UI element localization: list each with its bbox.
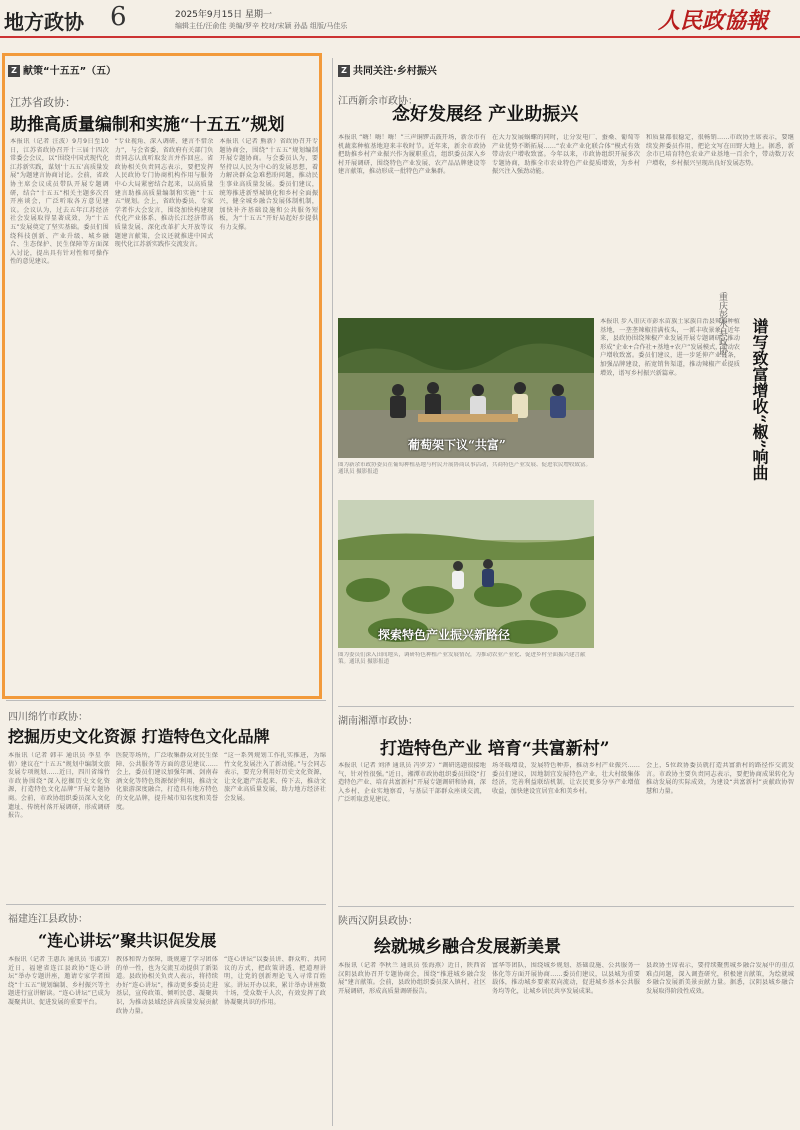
headline-liancheng: “连心讲坛”聚共识促发展: [38, 931, 217, 950]
article-divider: [338, 906, 794, 907]
section-label-text: 献策“十五五”（五）: [23, 66, 117, 77]
article-xinyu-body: [338, 134, 794, 312]
headline-xiangtan: 打造特色产业 培育“共富新村”: [380, 739, 610, 759]
staff-credits: 编辑主任/汪俞佳 美编/罗辛 校对/宋颖 孙晶 组版/马佳乐: [175, 22, 348, 30]
section-title: 地方政协: [4, 10, 84, 34]
article-column: 教体和智力保障，既规避了学习团体的单一性，也为交流互动提供了新渠道。县政协相关负责人表示，将持续办好“连心讲坛”，推动更多委员走进基层，宣传政策、倾听民意、凝聚共识，为推动县域经济高质量发展贡献政协力量。: [116, 956, 218, 1015]
article-column: “专业视角、深入调研、建言不惜余力”，与会省委、省政府有关部门负责同志认真听取发言并作回应。省政协相关负责同志表示，要把发挥人民政协专门协商机构作用与服务中心大局紧密结合起来，以高质量建言助推高质量编制和实施“十五五”规划。会上，省政协委员、专家学者作大会发言，围绕加快构建现代化产业体系、推动长江经济带高质量发展、深化改革扩大开放等议题建言献策，会议还就推进中国式现代化江苏新实践作交流发言。: [114, 138, 214, 249]
masthead: [0, 0, 800, 40]
highlight-frame: [2, 53, 322, 699]
article-divider: [6, 700, 326, 701]
kicker-hanyin: 陕西汉阴县政协：: [338, 916, 418, 927]
kicker-xinyu: 江西新余市政协：: [338, 96, 418, 107]
section-badge: Z: [338, 65, 350, 77]
article-column: 本报讯（记者 韩丰 通讯员 李星 李倩）建议在“十五五”规划中编制文旅发展专项规划……近日，四川省绵竹市政协围绕“深入挖掘历史文化资源，打造特色文化品牌”开展专题协商。会前，市政协组织委员深入文化遗址、传统村落开展调研，形成调研报告。: [8, 752, 110, 820]
article-xiangtan-body: [338, 762, 794, 900]
article-pengshui-body: 本报讯 步入重庆市彭水苗族土家族自治县辣椒种植基地，一垄垄辣椒挂满枝头，一派丰收景象。近年来，县政协围绕辣椒产业发展开展专题调研，推动形成“企业+合作社+基地+农户”发展模式，带动农户增收致富。委员们建议，进一步延伸产业链条，加强品牌建设，拓宽销售渠道，推动辣椒产业提质增效，谱写乡村振兴新篇章。: [600, 318, 740, 377]
kicker-pengshui: 重庆彭水县政协：: [717, 292, 727, 364]
section-label-right: [338, 62, 437, 76]
photo-title: 葡萄架下议“共富”: [408, 438, 506, 452]
photo-title: 探索特色产业振兴新路径: [378, 628, 511, 642]
kicker-xiangtan: 湖南湘潭市政协：: [338, 716, 418, 727]
section-badge: Z: [8, 65, 20, 77]
article-column: 本报讯（记者 王惠兵 通讯员 韦淑芳）近日，福建省连江县政协“连心讲坛”举办专题讲座，邀请专家学者围绕“十五五”规划编制、乡村振兴等主题进行宣讲解读。“连心讲坛”已成为凝聚共识、促进发展的重要平台。: [8, 956, 110, 1006]
article-column: 本报讯 “嗨！嗨！嗨！”三声铜锣击鼓开场，新余市有机蔬菜种植基地迎来丰收时节。近年来，新余市政协把助推乡村产业振兴作为履职重点，组织委员深入乡村开展调研，围绕特色产业发展、农产品品牌建设等建言献策，推动形成一批特色产业集群。: [338, 134, 486, 176]
article-column: “连心讲坛”以委员讲、群众听、共同议的方式，把政策讲透、把道理讲明，让党的创新理论飞入寻常百姓家。讲坛开办以来，累计举办讲座数十场，受众数千人次，有效发挥了政协凝聚共识的作用。: [224, 956, 326, 1006]
column-divider: [332, 58, 333, 1126]
photo-caption: 图为委员们深入田间地头，调研特色种植产业发展情况，为推动农业产业化、促进乡村全面振兴建言献策。通讯员 摄影报道: [338, 652, 586, 665]
article-column: 场冬暖增设，发展特色种养，推动乡村产业振兴……委员们建议，因地制宜发展特色产业，壮大村级集体经济，完善利益联结机制，让农民更多分享产业增值收益，加快建设宜居宜业和美乡村。: [492, 762, 640, 795]
issue-date: 2025年9月15日 星期一: [175, 10, 272, 20]
headline-hanyin: 绘就城乡融合发展新美景: [374, 937, 561, 957]
article-column: 和质量都很稳定，很畅销……市政协主席表示，要继续发挥委员作用，把论文写在田野大地上。据悉，新余市已培育特色农业产业基地一百余个，带动数万农户增收，乡村振兴呈现出良好发展态势。: [646, 134, 794, 167]
headline-xinyu: 念好发展经 产业助振兴: [392, 104, 579, 125]
article-column: 本报讯（记者 李秋兰 通讯员 张海燕）近日，陕西省汉阴县政协召开专题协商会，围绕“推进城乡融合发展”建言献策。会前，县政协组织委员深入镇村、社区开展调研，形成高质量调研报告。: [338, 962, 486, 995]
headline-mianzhu: 挖掘历史文化资源 打造特色文化品牌: [8, 727, 270, 746]
article-column: 在大力发展蜗螺的同时，让分发电厂、蚕桑、葡萄等产业优势不断拓展……“农业产业化联合体”模式有效带动农户增收致富。今年以来，市政协组织开展多次专题协商，助推全市农业特色产业提质增效，为乡村振兴注入强劲动能。: [492, 134, 640, 176]
article-column: 富华等团队，围绕城乡规划、基础设施、公共服务一体化等方面开展协商……委员们建议，以县城为重要载体，推动城乡要素双向流动，促进城乡基本公共服务均等化，让城乡居民共享发展成果。: [492, 962, 640, 995]
article-column: 县政协主席表示，要持续聚焦城乡融合发展中的重点难点问题，深入调查研究，积极建言献策，为绘就城乡融合发展新美景贡献力量。据悉，汉阴县城乡融合发展取得阶段性成效。: [646, 962, 794, 995]
headline-jiangsu: 助推高质量编制和实施“十五五”规划: [10, 115, 285, 135]
newspaper-logo: 人民政協報: [658, 8, 769, 34]
article-column: 会上，5位政协委员就打造共富新村的路径作交流发言。市政协主要负责同志表示，要把协商成果转化为推动发展的实际成效，为建设“共富新村”贡献政协智慧和力量。: [646, 762, 794, 795]
page-number: 6: [110, 2, 127, 32]
section-label-text: 共同关注·乡村振兴: [353, 66, 437, 77]
photo-grape-trellis: [338, 318, 594, 458]
article-divider: [338, 706, 794, 707]
article-mianzhu-body: [8, 752, 326, 898]
photo-caption: 图为新余市政协委员在葡萄种植基地与村民开展协商议事活动，共商特色产业发展、促进农民增收致富。通讯员 摄影报道: [338, 462, 592, 475]
article-column: 本报讯（记者 汪波）9月9日至10日，江苏省政协召开十三届十四次常委会会议，以“围绕中国式现代化江苏新实践，谋划‘十五五’高质量发展”为题建言协商讨论。会前，省政协主席会议成员带队开展专题调研，结合“十五五”相关主题多次召开座谈会，广泛听取各方意见建议。会议认为，过去五年江苏经济社会发展取得显著成效，为“十五五”发展奠定了坚实基础。委员们围绕科技创新、产业升级、城乡融合、生态保护、民生保障等方面深入讨论，提出具有针对性和可操作性的意见建议。: [10, 138, 109, 266]
article-divider: [6, 904, 326, 905]
article-column: “这一系列规划工作扎实推进，为绵竹文化发展注入了新动能。”与会同志表示，要充分利用好历史文化资源，让文化遗产活起来、传下去，推动文旅产业高质量发展，助力地方经济社会发展。: [224, 752, 326, 802]
kicker-liancheng: 福建连江县政协：: [8, 914, 88, 925]
masthead-divider: [0, 36, 800, 38]
kicker-mianzhu: 四川绵竹市政协：: [8, 712, 88, 723]
headline-pengshui: 谱写致富增收“椒”响曲: [750, 318, 769, 481]
kicker-jiangsu: 江苏省政协：: [10, 96, 76, 109]
article-column: 本报讯（记者 刘泽 通讯员 冯罗芳）“调研选题很接地气，针对性很强。”近日，湘潭市政协组织委员围绕“打造特色产业、培育共富新村”开展专题调研和协商，深入乡村、企业实地察看，与基层干部群众座谈交流，广泛听取意见建议。: [338, 762, 486, 804]
article-column: 医院等场所，广泛收集群众对民生保障、公共服务等方面的意见建议……会上，委员们建议加强年画、剑南春酒文化等特色资源保护利用，推动文化旅游深度融合，打造具有地方特色的文化品牌，提升城市知名度和美誉度。: [116, 752, 218, 811]
article-hanyin-body: [338, 962, 794, 1124]
article-liancheng-body: [8, 956, 326, 1124]
article-column: 本报讯（记者 熊新）省政协召开专题协商会，围绕“十五五”规划编制开展专题协商。与会委员认为，要坚持以人民为中心的发展思想，着力解决群众急难愁盼问题，推动民生事业高质量发展。委员们建议，统筹推进新型城镇化和乡村全面振兴，健全城乡融合发展体制机制，加快补齐基础设施和公共服务短板，为“十五五”开好局起好步提供有力支撑。: [219, 138, 318, 231]
photo-field-research: [338, 500, 594, 648]
